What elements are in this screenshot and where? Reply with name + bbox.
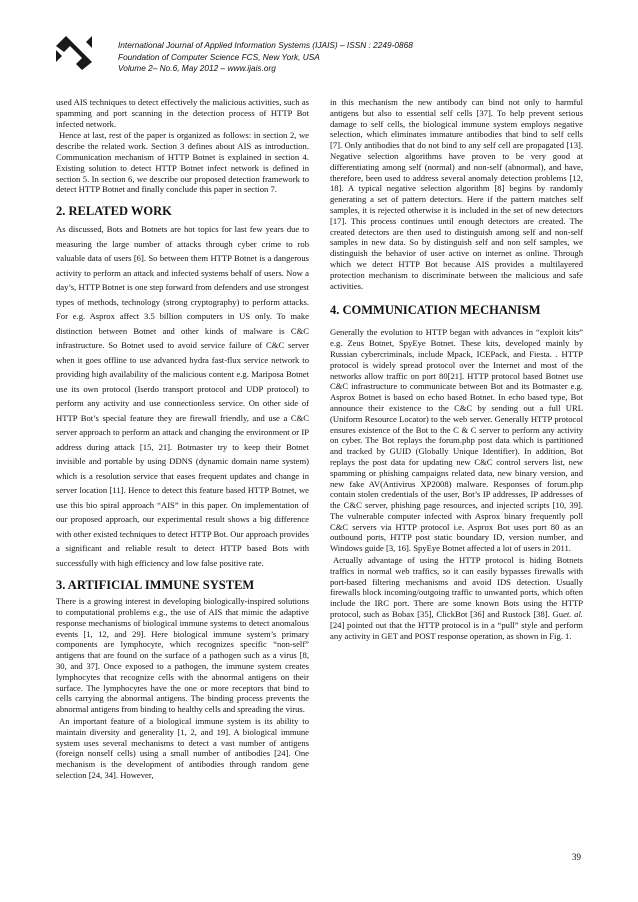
journal-publisher: Foundation of Computer Science FCS, New York, USA (118, 51, 320, 62)
left-column (56, 97, 309, 782)
et-al-italic: et. al. (563, 609, 584, 620)
intro-paragraph-2: Hence at last, rest of the paper is organized as follows: in section 2, we describe the related work. Section 3 defines about AIS as introduction. Communication mechanism of HTTP Botnet is explained in section 4. Existing solution to detect HTTP Botnet infect network is defined in section 5. In section 6, we describe our proposed detection framework to detect HTTP Botnet and finally conclude this paper in section 7. (56, 130, 309, 195)
ais-continued-paragraph: in this mechanism the new antibody can bind not only to harmful antigens but also to essential self cells [37]. To help prevent serious damage to self cells, the biological immune system employs negative selection, which eliminates immature antibodies that bind to self cells [7]. Only antibodies that do not bind to any self cell are propagated [13]. Negative selection algorithms have proven to be very good at differentiating among self (normal) and non-self (abnormal), and have, therefore, been used to address several anomaly detection problems [12, 18]. A typical negative selection algorithm [8] begins by randomly generating a set of pattern detectors. Here if the pattern matches self samples, it is rejected otherwise it is included in the set of new detectors [17]. This process continues until enough detectors are created. The created detectors are then used to distinguish among self and non-self samples in new data. So by distinguish self and non self samples, we distinguish the behavior of user active on internet as online. Through which we detect HTTP Bot because AIS provides a multilayered protection mechanism to discriminate between the malicious and safe activities. (330, 97, 583, 291)
ais-paragraph-1: There is a growing interest in developing biologically-inspired solutions to computational problems e.g., the use of AIS that mimic the adaptive response mechanisms of biological immune systems to detect anomalous events [1, 12, and 29]. Here biological immune system’s primary components are lymphocyte, which recognizes specific “non-self” antigens that are found on the surface of a pathogen such as a virus [8, 30, and 37]. Once exposed to a pathogen, the immune system creates lymphocytes that recognize cells with the abnormal antigens on their surface. The lymphocytes have the one or more receptors that bind to cells carrying the abnormal antigens. The binding process prevents the abnormal antigens from binding to healthy cells and spreading the virus. (56, 596, 309, 715)
section-4-heading: 4. COMMUNICATION MECHANISM (330, 303, 541, 318)
communication-paragraph-1: Generally the evolution to HTTP began with advances in “exploit kits” e.g. Zeus Botnet, SpyEye Botnet. These kits, developed mainly by Russian cybercriminals, include Mpack, ICEPack, and Fiesta. . HTTP protocol is widely spread protocol over the Internet and most of the networks allow traffic on port 80[21]. HTTP protocol based Botnet use C&C infrastructure to communicate between Bot and its Botmaster e.g. Asprox Botnet is based on echo based Botnet. In echo based type, Bot announce their existence to the C&C by sending out a full URL (Uniform Resource Locator) to the web server. Generally HTTP protocol ensures existence of the Bot to the C & C server to perform any activity on cyber. The Bot replays the forum.php post data which is partitioned and tracked by GUID (Globally Unique Identifier). In addition, Bot replays the post data for updating new C&C control servers list, new spamming or phishing campaigns related data, new binary version, and new fake AV(Antivirus XP2008) malware. Responses of forum.php contain stolen credentials of the user, Bot’s IP addresses, IP addresses of the C&C server, phishing page resources, and injected scripts [10, 39]. The vulnerable computer infected with Asprox binary frequently poll C&C servers via HTTP protocol i.e. Asprox Bot uses port 80 as an outbound ports, HTTP post static boundary ID, version number, and Windows guide [3, 16]. SpyEye Botnet affected a lot of users in 2011. (330, 327, 583, 554)
journal-volume: Volume 2– No.6, May 2012 – www.ijais.org (118, 63, 276, 73)
intro-paragraph-1: used AIS techniques to detect effectively the malicious activities, such as spamming and port scanning in the detection process of HTTP Bot infected network. (56, 97, 309, 129)
section-3-heading: 3. ARTIFICIAL IMMUNE SYSTEM (56, 578, 255, 593)
right-column (330, 97, 583, 642)
section-2-heading: 2. RELATED WORK (56, 204, 172, 219)
journal-title: International Journal of Applied Information Systems (IJAIS) – ISSN : 2249-0868 (118, 40, 413, 50)
communication-text-start: Actually advantage of using the HTTP protocol is hiding Botnets traffics in normal web traffics, so it can easily bypasses firewalls with port-based filtering mechanisms and avoid IDS detection. Usually firewalls block incoming/outgoing traffic to unwanted ports, which often include the IRC port. There are some known Bots using the HTTP protocol, such as Bobax [35], ClickBot [36] and Rustock [38]. Gu (330, 555, 583, 620)
journal-info (118, 40, 413, 75)
ais-paragraph-2: An important feature of a biological immune system is its ability to maintain diversity and generality [1, 2, and 19]. A biological immune system uses several mechanisms to detect a vast number of antigens (foreign nonself cells) using a small number of antibodies [24]. One mechanism is the development of antibodies through random gene selection [24, 34]. However, (56, 715, 309, 780)
communication-paragraph-2 (330, 555, 583, 641)
related-work-paragraph: As discussed, Bots and Botnets are hot topics for last few years due to measuring the large number of attacks through cyber crime to rob valuable data of users [6]. So between them HTTP Botnet is a dangerous activity to perform an attack and infected systems behalf of users. Now a day’s, HTTP Botnet is one step forward from defenders and use strongest types of methods, technology (strong cryptography) to perform attacks. For e.g. Asprox affect 3.5 billion computers in US only. To make distinction between Botnet and other kinds of malware is C&C infrastructure. So Botnet used to avoid service failure of C&C server when it goes offline to use advanced hydra fast-flux service network to providing high availability of the malicious content e.g. Mariposa Botnet use its own protocol (Iserdo transport protocol and UDP protocol) to perform any activity and use connectionless service. On other side of HTTP Bot’s special feature they are firewall friendly, and use a C&C server approach to perform an attack and changing the environment or IP address during attack [15, 21]. Botmaster try to keep their Botnet invisible and portable by using DDNS (dynamic domain name system) which is a resolution service that eases frequent updates and change in server location [11]. Hence to detect this feature based HTTP Botnet, we use this bio spiral approach “AIS” in this paper. On implementation of our proposed approach, our experimental result shows a big difference with other existed techniques to detect HTTP Bot. Our approach provides a significant and reliable result to detect HTTP based Bots with successfully with high efficiency and low false positive rate. (56, 224, 309, 568)
journal-logo-icon (56, 36, 92, 70)
page-number: 39 (572, 852, 581, 862)
communication-text-end: [24] pointed out that the HTTP protocol is in a “pull” style and perform any activity in GET and POST response operation, as shown in Fig. 1. (330, 619, 583, 641)
journal-header (56, 22, 616, 82)
